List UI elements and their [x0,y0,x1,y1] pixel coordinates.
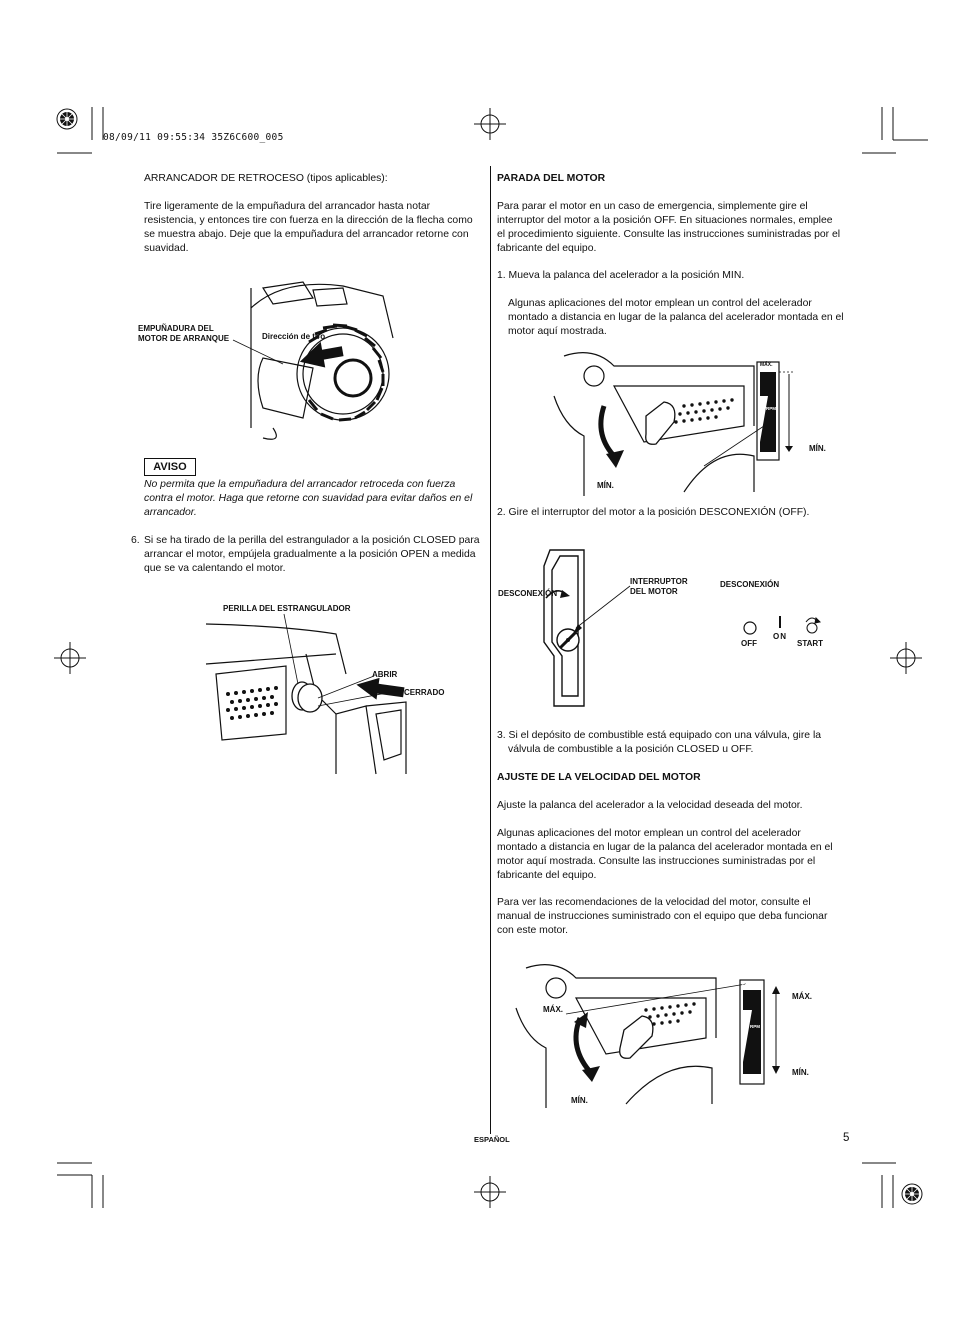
recoil-starter-title: ARRANCADOR DE RETROCESO (tipos aplicables): [144,173,388,184]
engine-stop-paragraph: Para parar el motor en un caso de emergencia, simplemente gire el interruptor del motor a la posición OFF. En situaciones normales, emplee el procedimiento siguiente. Consulte las instrucciones suministradas por el fabricante del equipo. [497,201,841,254]
label-open: ABRIR [372,670,398,679]
engine-switch-illustration [540,546,630,716]
on-symbol-label: ON [773,632,787,641]
label-max-left: MÁX. [543,1005,563,1014]
speed-adjust-title: AJUSTE DE LA VELOCIDAD DEL MOTOR [497,772,701,783]
label-max-right: MÁX. [792,992,812,1001]
label-choke-knob: PERILLA DEL ESTRANGULADOR [223,604,351,613]
label-min-right-2: MÍN. [792,1068,809,1077]
stop-step-1-note: Algunas aplicaciones del motor emplean un control del acelerador montado a distancia en lugar de la palanca del acelerador montada en el motor aquí mostrada. [508,298,844,337]
label-min-bottom: MÍN. [597,481,614,490]
throttle-min-illustration [554,346,804,496]
recoil-starter-illustration [243,278,403,448]
stop-step-3: 3. Si el depósito de combustible está equipado con una válvula, gire la válvula de combustible a la posición CLOSED u OFF. [497,730,822,755]
engine-stop-title: PARADA DEL MOTOR [497,173,606,184]
scale-min-label: MÍN. [760,454,771,460]
label-min-bottom-2: MÍN. [571,1096,588,1105]
scale-max-label: MÁX. [760,362,773,368]
speed-paragraph-1: Ajuste la palanca del acelerador a la velocidad deseada del motor. [497,800,803,811]
notice-badge: AVISO [144,458,196,476]
recoil-paragraph: Tire ligeramente de la empuñadura del arrancador hasta notar resistencia, y entonces tire con fuerza en la dirección de la flecha como se muestra abajo. Deje que la empuñadura del arrancador retorne con suavidad. [144,201,473,254]
label-engine-switch: INTERRUPTOR DEL MOTOR [630,577,688,596]
off-symbol-label: OFF [741,639,757,648]
label-off-left: DESCONEXIÓN [498,589,558,598]
footer-language: ESPAÑOL [474,1135,510,1144]
step-6-number: 6. [131,535,140,546]
scale-max-label-2: MAX. [742,984,755,990]
notice-text: No permita que la empuñadura del arrancador retroceda con fuerza contra el motor. Haga que retorne con suavidad para evitar daños en el arrancador. [144,479,473,518]
column-divider [490,166,491,1134]
label-off-right: DESCONEXIÓN [720,580,780,589]
scale-min-label-2: MIN. [742,1076,753,1082]
scale-rpm-label-2: RPM [750,1024,760,1029]
speed-paragraph-3: Para ver las recomendaciones de la velocidad del motor, consulte el manual de instrucciones suministrado con el equipo que deba funcionar con este motor. [497,897,828,936]
print-timestamp: 08/09/11 09:55:34 35Z6C600_005 [103,132,284,143]
stop-step-1: 1. Mueva la palanca del acelerador a la posición MIN. [497,270,745,281]
scale-rpm-label: RPM [766,406,776,411]
label-min-right: MÍN. [809,444,826,453]
start-symbol-label: START [797,639,824,648]
page-number: 5 [843,1132,850,1144]
step-6-text: Si se ha tirado de la perilla del estrangulador a la posición CLOSED para arrancar el motor, empújela gradualmente a la posición OPEN a medida que se va calentando el motor. [144,535,480,574]
label-closed: CERRADO [404,688,445,697]
label-starter-handle: EMPUÑADURA DEL MOTOR DE ARRANQUE [138,324,230,343]
speed-paragraph-2: Algunas aplicaciones del motor emplean un control del acelerador montado a distancia en lugar de la palanca del acelerador montada en el motor aquí mostrada. Consulte las instrucciones suministradas por el fabricante del equipo. [497,828,833,881]
choke-knob-illustration [206,614,406,774]
label-pull-direction: Dirección de tiro [262,332,326,341]
throttle-range-illustration [516,958,796,1108]
stop-step-2: 2. Gire el interruptor del motor a la posición DESCONEXIÓN (OFF). [497,507,810,518]
